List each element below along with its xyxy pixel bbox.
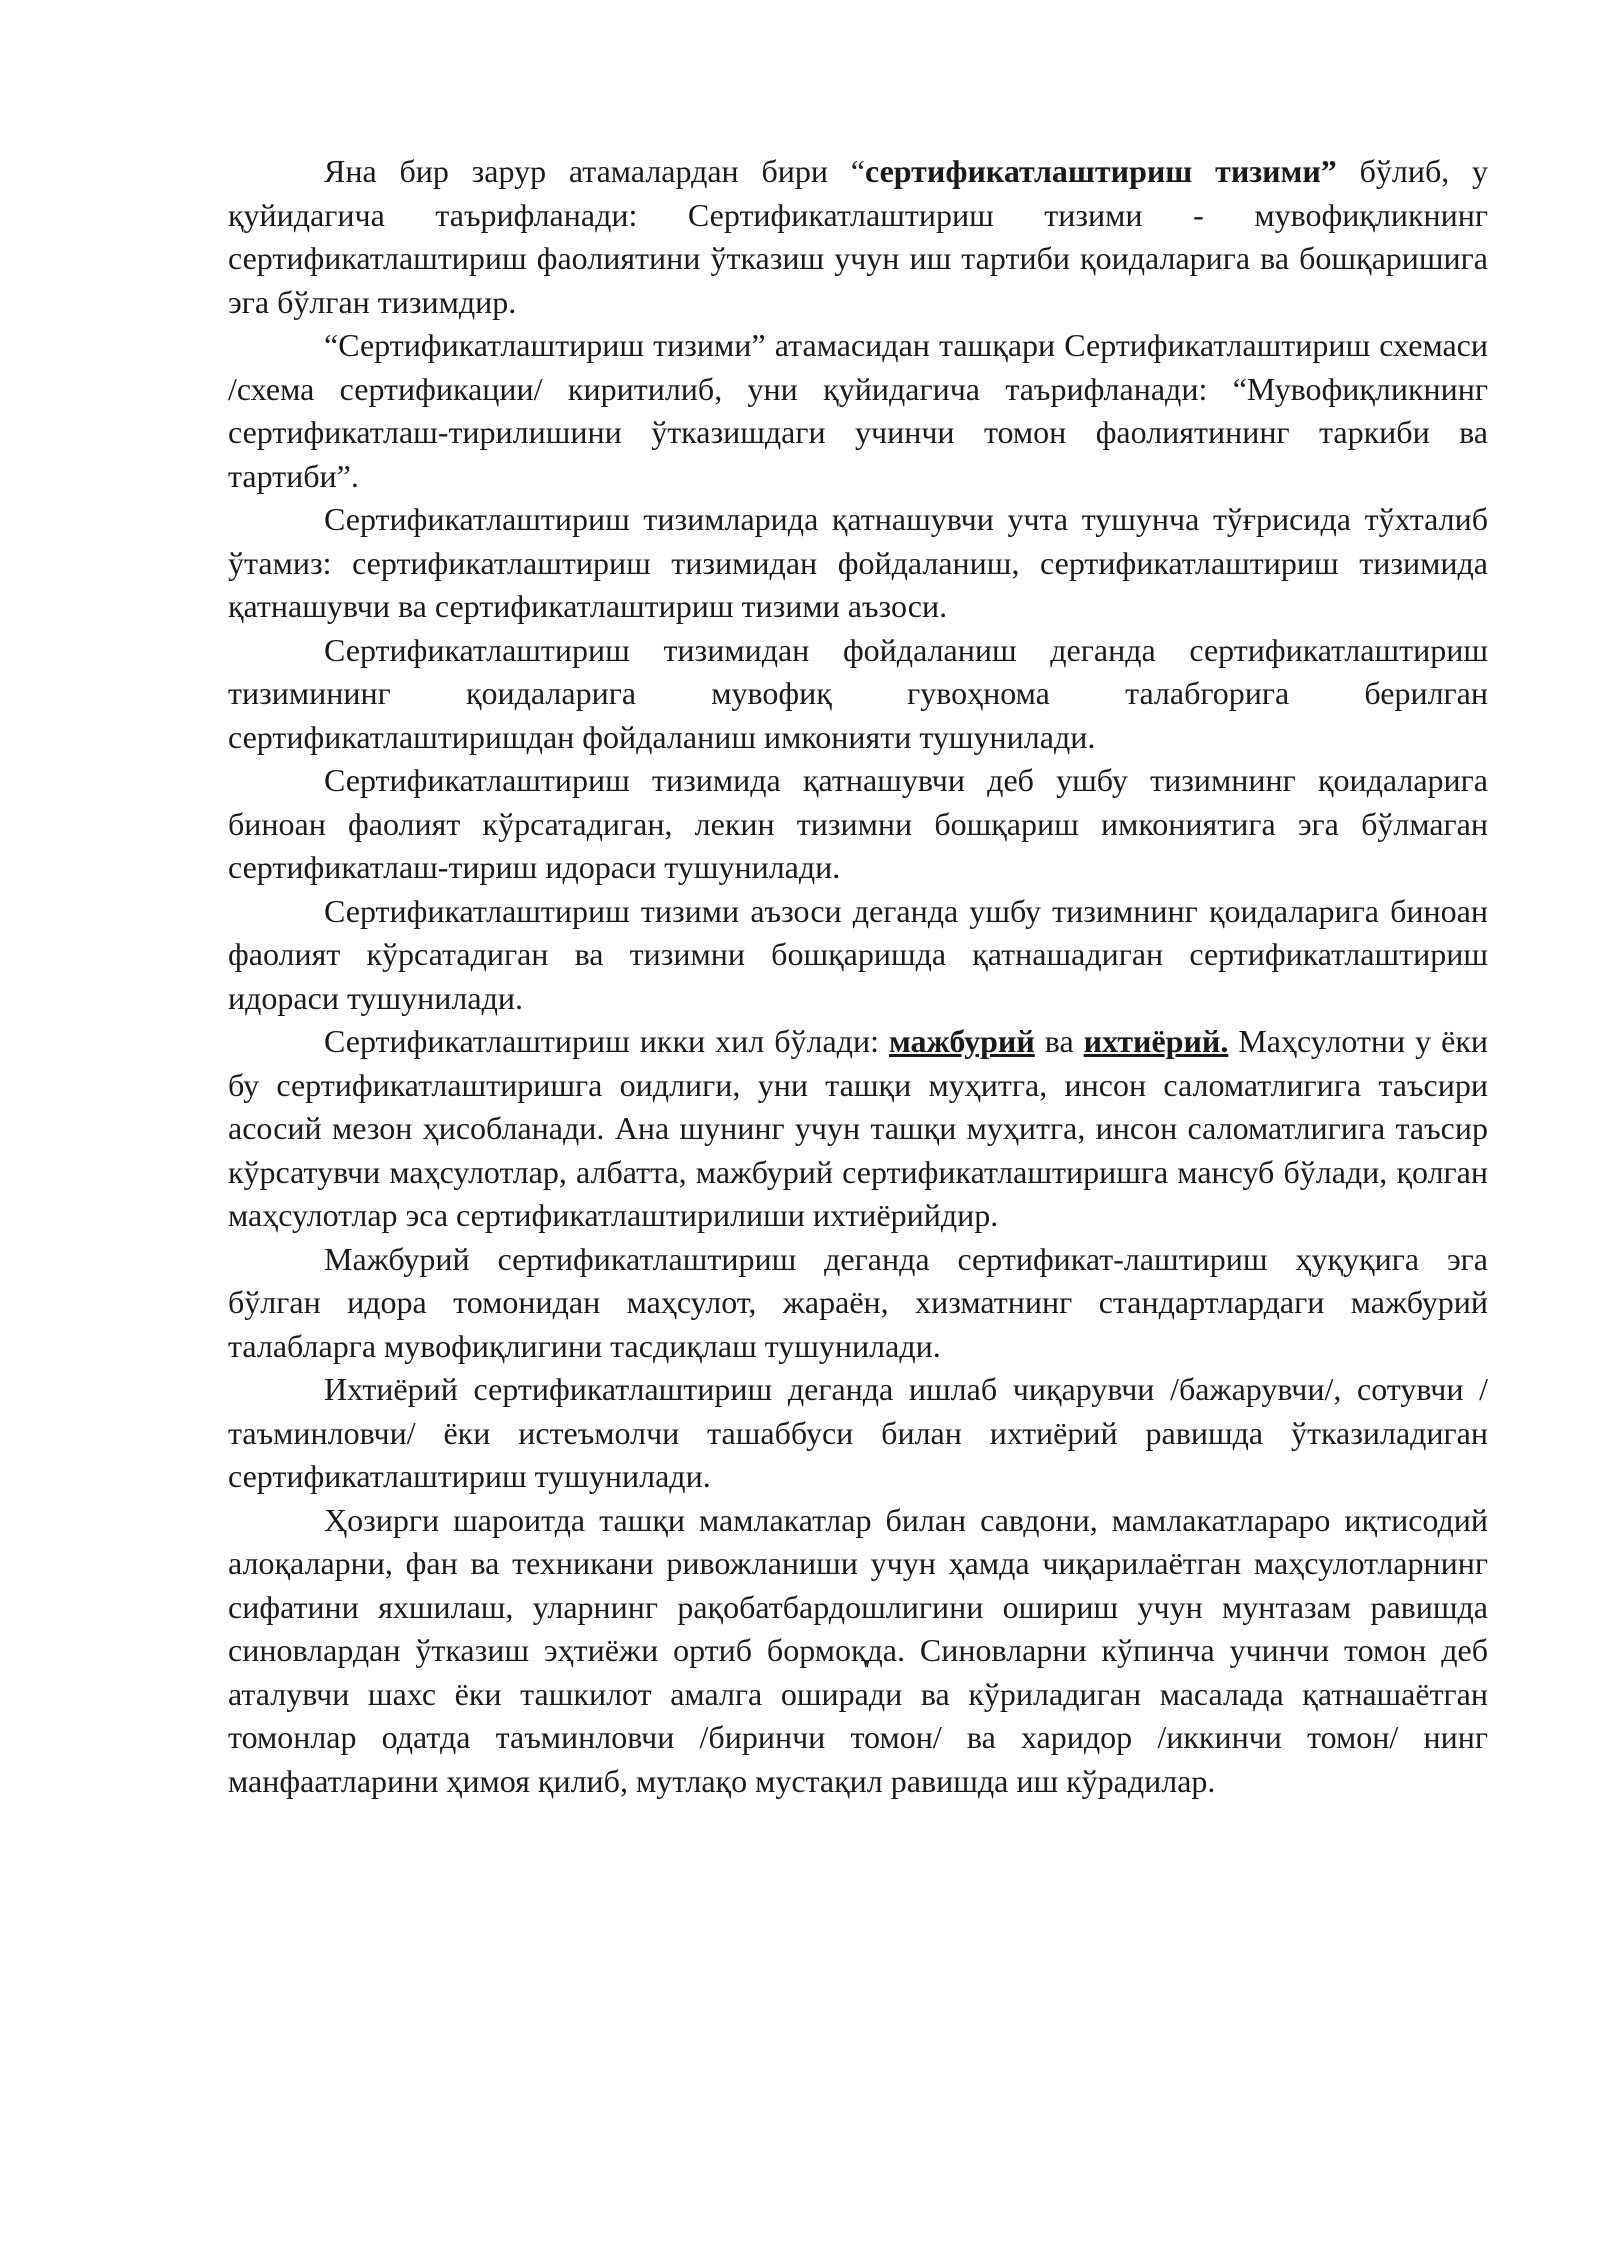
text-run: Сертификатлаштириш тизимидан фойдаланиш деганда сертификатлаштириш тизимининг қоидаларига мувофиқ гувоҳнома талабгорига берилган сертификатлаштиришдан фойдаланиш имконияти тушунилади. <box>228 631 1488 755</box>
paragraph-2 <box>228 324 1488 498</box>
document-page <box>228 150 1488 1803</box>
paragraph-9 <box>228 1368 1488 1499</box>
paragraph-5 <box>228 759 1488 890</box>
text-run: Сертификатлаштириш тизими аъзоси деганда ушбу тизимнинг қоидаларига биноан фаолият кўрсатадиган ва тизимни бошқаришда қатнашадиган сертификатлаштириш идораси тушунилади. <box>228 892 1488 1016</box>
term-certification-system: сертификатлаштириш тизими” <box>864 153 1337 189</box>
term-mandatory: мажбурий <box>888 1023 1035 1059</box>
paragraph-3 <box>228 498 1488 629</box>
paragraph-10 <box>228 1499 1488 1804</box>
paragraph-6 <box>228 890 1488 1021</box>
text-run: Маҳсулотни у ёки бу сертификатлаштиришга оидлиги, уни ташқи муҳитга, инсон саломатлигига таъсири асосий мезон ҳисобланади. Ана шунинг учун ташқи муҳитга, инсон саломатлигига таъсир кўрсатувчи маҳсулотлар, албатта, мажбурий сертификатлаштиришга мансуб бўлади, қолган маҳсулотлар эса сертификатлаштирилиши ихтиёрийдир. <box>228 1023 1489 1233</box>
paragraph-1 <box>228 150 1488 324</box>
text-run: Ихтиёрий сертификатлаштириш деганда ишлаб чиқарувчи /бажарувчи/, сотувчи /таъминловчи/ ёки истеъмолчи ташаббуси билан ихтиёрий равишда ўтказиладиган сертификатлаштириш тушунилади. <box>228 1371 1488 1494</box>
term-voluntary: ихтиёрий. <box>1083 1023 1229 1059</box>
text-run: ва <box>1034 1023 1084 1059</box>
paragraph-7 <box>228 1020 1488 1238</box>
text-run: Ҳозирги шароитда ташқи мамлакатлар билан савдони, мамлакатлараро иқтисодий алоқаларни, фан ва техникани ривожланиши учун ҳамда чиқарилаётган маҳсулотларнинг сифатини яхшилаш, уларнинг рақобатбардошлигини ошириш учун мунтазам равишда синовлардан ўтказиш эҳтиёжи ортиб бормоқда. Синовларни кўпинча учинчи томон деб аталувчи шахс ёки ташкилот амалга оширади ва кўриладиган масалада қатнашаётган томонлар одатда таъминловчи /биринчи томон/ ва харидор /иккинчи томон/ нинг манфаатларини ҳимоя қилиб, мутлақо мустақил равишда иш кўрадилар. <box>228 1501 1488 1799</box>
text-run: Мажбурий сертификатлаштириш деганда сертификат-лаштириш ҳуқуқига эга бўлган идора томонидан маҳсулот, жараён, хизматнинг стандартлардаги мажбурий талабларга мувофиқлигини тасдиқлаш тушунилади. <box>228 1240 1488 1364</box>
text-run: бўлиб, у қуйидагича таърифланади: Сертификатлаштириш тизими - мувофиқликнинг сертификатлаштириш фаолиятини ўтказиш учун иш тартиби қоидаларига ва бошқаришига эга бўлган тизимдир. <box>228 153 1489 320</box>
text-run: Яна бир зарур атамалардан бири “ <box>324 153 865 189</box>
paragraph-8 <box>228 1238 1488 1369</box>
text-run: “Сертификатлаштириш тизими” атамасидан ташқари Сертификатлаштириш схемаси /схема сертификации/ киритилиб, уни қуйидагича таърифланади: “Мувофиқликнинг сертификатлаш-тирилишини ўтказишдаги учинчи томон фаолиятининг таркиби ва тартиби”. <box>228 327 1488 494</box>
text-run: Сертификатлаштириш тизимларида қатнашувчи учта тушунча тўғрисида тўхталиб ўтамиз: сертификатлаштириш тизимидан фойдаланиш, сертификатлаштириш тизимида қатнашувчи ва сертификатлаштириш тизими аъзоси. <box>228 501 1488 624</box>
text-run: Сертификатлаштириш тизимида қатнашувчи деб ушбу тизимнинг қоидаларига биноан фаолият кўрсатадиган, лекин тизимни бошқариш имкониятига эга бўлмаган сертификатлаш-тириш идораси тушунилади. <box>228 762 1488 885</box>
text-run: Сертификатлаштириш икки хил бўлади: <box>324 1023 889 1059</box>
paragraph-4 <box>228 629 1488 760</box>
